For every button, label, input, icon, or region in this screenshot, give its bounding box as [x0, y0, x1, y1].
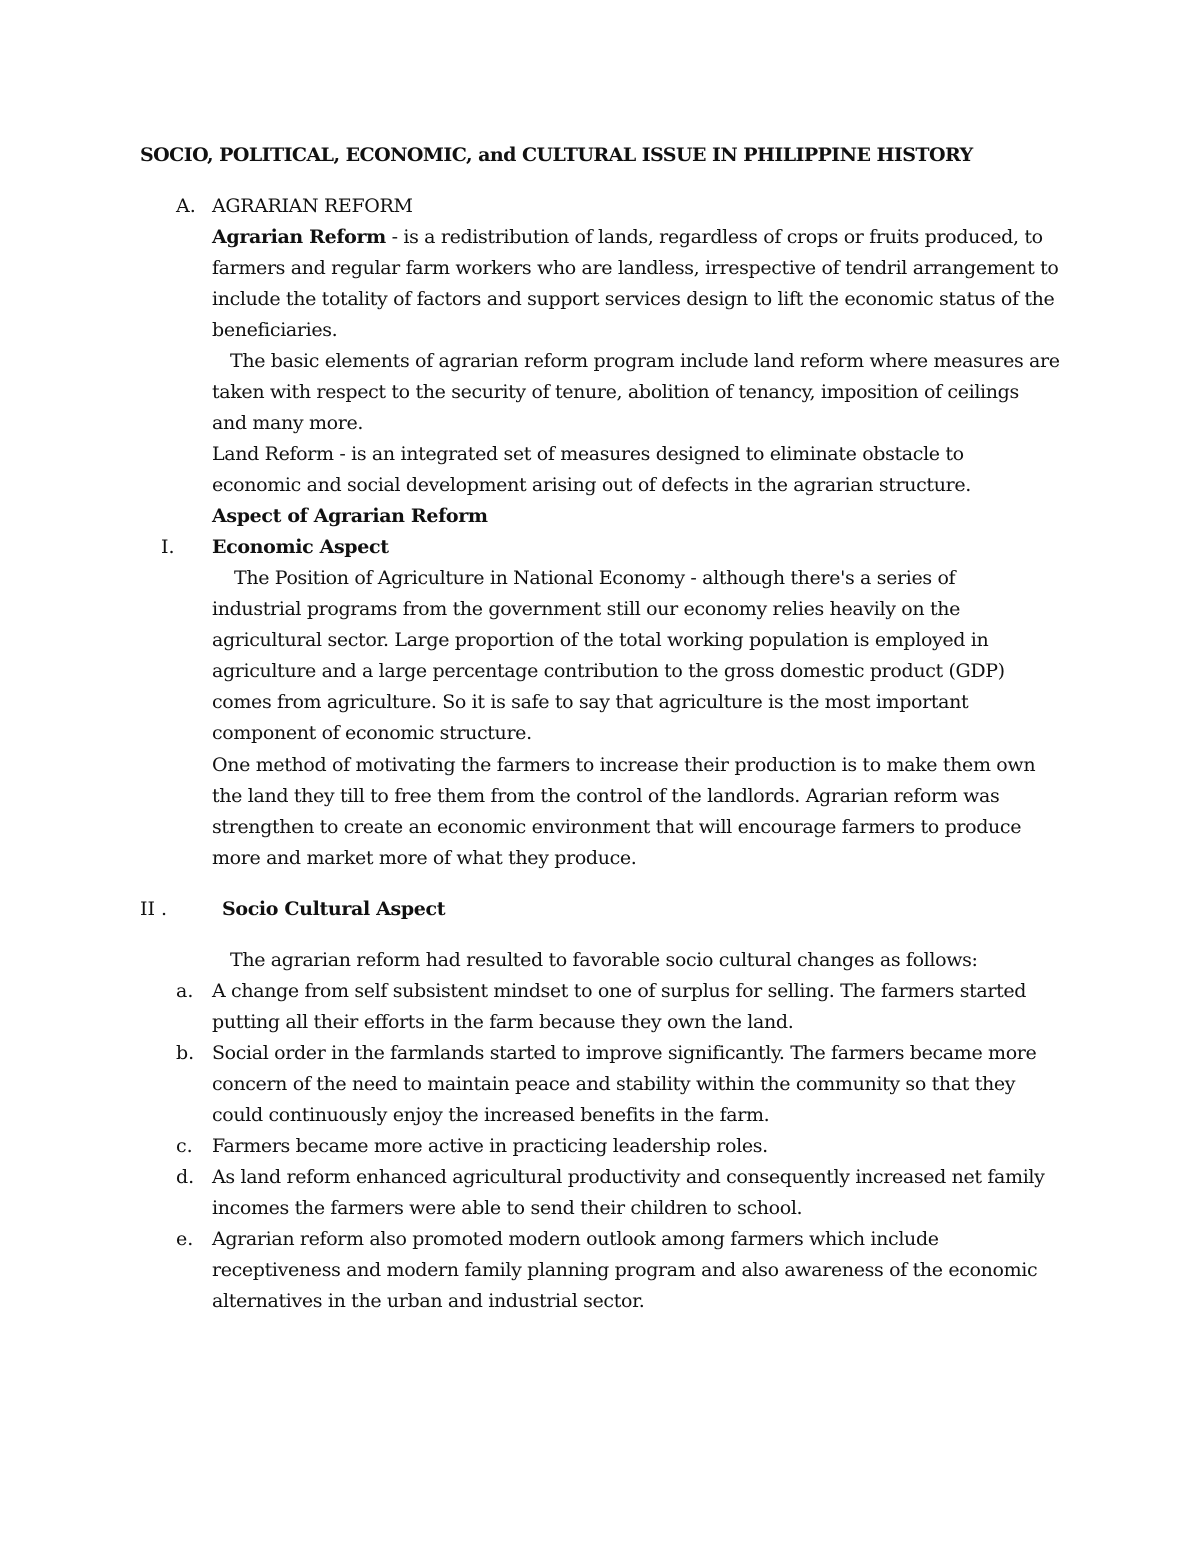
list-item-c-marker: c.: [176, 1135, 193, 1157]
section-a-marker: A.: [176, 195, 196, 217]
agrarian-definition-line-1: [212, 222, 1043, 253]
economic-para2-line-2: the land they till to free them from the control of the landlords. Agrarian reform was: [212, 785, 1000, 807]
economic-para2-line-4: more and market more of what they produce.: [212, 847, 637, 869]
agrarian-definition-line-3: include the totality of factors and support services design to lift the economic status of the: [212, 288, 1055, 310]
economic-para2-line-1: One method of motivating the farmers to increase their production is to make them own: [212, 754, 1036, 776]
section-1-marker: I.: [161, 536, 175, 558]
list-item-e-line-1: Agrarian reform also promoted modern outlook among farmers which include: [212, 1228, 939, 1250]
agrarian-definition-line-4: beneficiaries.: [212, 319, 338, 341]
economic-para2-line-3: strengthen to create an economic environment that will encourage farmers to produce: [212, 816, 1022, 838]
basic-elements-line-3: and many more.: [212, 412, 364, 434]
list-item-b-line-3: could continuously enjoy the increased benefits in the farm.: [212, 1104, 770, 1126]
economic-para1-line-3: agricultural sector. Large proportion of the total working population is employed in: [212, 629, 989, 651]
economic-para1-line-2: industrial programs from the government still our economy relies heavily on the: [212, 598, 961, 620]
list-item-a-line-2: putting all their efforts in the farm because they own the land.: [212, 1011, 794, 1033]
section-1-heading: Economic Aspect: [212, 536, 389, 558]
list-item-b-line-1: Social order in the farmlands started to improve significantly. The farmers became more: [212, 1042, 1037, 1064]
basic-elements-line-2: taken with respect to the security of tenure, abolition of tenancy, imposition of ceilings: [212, 381, 1019, 403]
socio-cultural-intro: The agrarian reform had resulted to favorable socio cultural changes as follows:: [230, 949, 978, 971]
economic-para1-line-4: agriculture and a large percentage contribution to the gross domestic product (GDP): [212, 660, 1005, 682]
land-reform-line-1: Land Reform - is an integrated set of measures designed to eliminate obstacle to: [212, 443, 964, 465]
economic-para1-line-5: comes from agriculture. So it is safe to say that agriculture is the most important: [212, 691, 969, 713]
list-item-a-line-1: A change from self subsistent mindset to one of surplus for selling. The farmers started: [212, 980, 1027, 1002]
section-2-heading: Socio Cultural Aspect: [222, 898, 446, 920]
list-item-a-marker: a.: [176, 980, 194, 1002]
economic-para1-line-1: The Position of Agriculture in National Economy - although there's a series of: [234, 567, 956, 589]
land-reform-line-2: economic and social development arising out of defects in the agrarian structure.: [212, 474, 971, 496]
section-a-heading: AGRARIAN REFORM: [212, 195, 413, 217]
document-title: SOCIO, POLITICAL, ECONOMIC, and CULTURAL ISSUE IN PHILIPPINE HISTORY: [140, 144, 973, 166]
list-item-d-line-2: incomes the farmers were able to send their children to school.: [212, 1197, 803, 1219]
list-item-c-line-1: Farmers became more active in practicing leadership roles.: [212, 1135, 768, 1157]
agrarian-definition-text: - is a redistribution of lands, regardless of crops or fruits produced, to: [385, 226, 1043, 248]
agrarian-definition-line-2: farmers and regular farm workers who are landless, irrespective of tendril arrangement to: [212, 257, 1059, 279]
section-2-marker: II .: [140, 898, 168, 920]
list-item-b-line-2: concern of the need to maintain peace and stability within the community so that they: [212, 1073, 1016, 1095]
aspects-heading: Aspect of Agrarian Reform: [212, 505, 488, 527]
agrarian-definition-term: Agrarian Reform: [212, 226, 386, 248]
list-item-e-line-3: alternatives in the urban and industrial sector.: [212, 1290, 645, 1312]
list-item-d-line-1: As land reform enhanced agricultural productivity and consequently increased net family: [212, 1166, 1045, 1188]
list-item-e-marker: e.: [176, 1228, 194, 1250]
list-item-e-line-2: receptiveness and modern family planning program and also awareness of the economic: [212, 1259, 1038, 1281]
list-item-d-marker: d.: [176, 1166, 195, 1188]
list-item-b-marker: b.: [176, 1042, 195, 1064]
basic-elements-line-1: The basic elements of agrarian reform program include land reform where measures are: [230, 350, 1060, 372]
economic-para1-line-6: component of economic structure.: [212, 722, 532, 744]
